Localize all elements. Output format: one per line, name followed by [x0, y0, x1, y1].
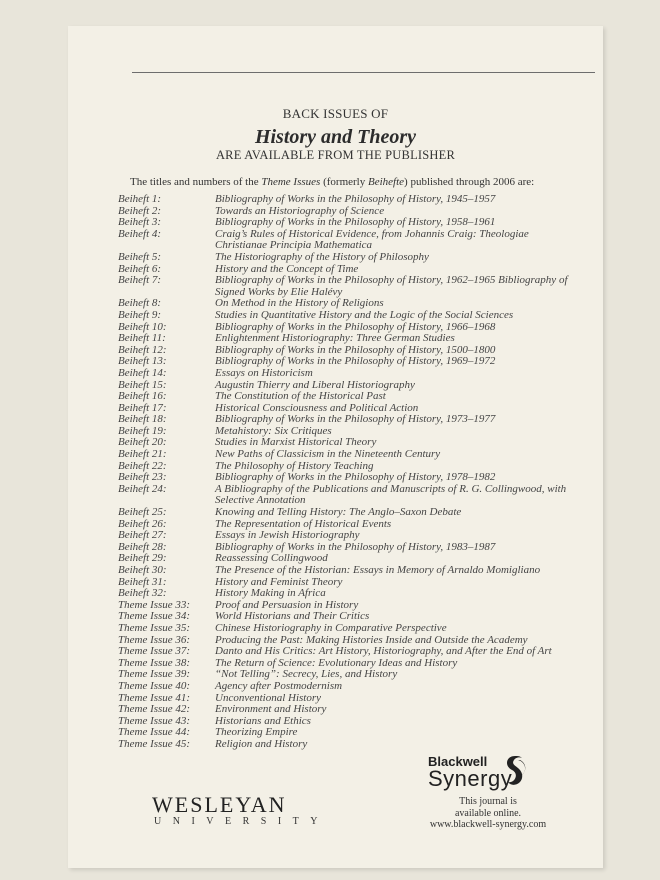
issue-title: Chinese Historiography in Comparative Perspective [215, 621, 447, 634]
issue-number: Beiheft 11: [118, 332, 166, 345]
note-line-2: available online. [454, 807, 522, 819]
issue-title: Danto and His Critics: Art History, Historiography, and After the End of Art [215, 645, 552, 658]
issue-title: The Representation of Historical Events [215, 517, 392, 530]
issue-title: Reassessing Collingwood [215, 552, 328, 565]
issue-number: Beiheft 31: [118, 575, 167, 588]
issue-row [118, 333, 578, 345]
issue-number: Beiheft 13: [118, 355, 167, 368]
back-issues-heading: BACK ISSUES OF [282, 106, 389, 121]
book-back-cover [68, 26, 603, 868]
issue-number: Beiheft 5: [118, 250, 162, 263]
issue-number: Beiheft 32: [118, 587, 167, 600]
issue-number: Beiheft 6: [118, 262, 162, 275]
online-note [408, 796, 568, 831]
intro-theme-issues: Theme Issues [261, 176, 321, 188]
blackwell-label: Blackwell [428, 754, 488, 769]
issue-number: Beiheft 22: [118, 459, 167, 472]
issue-row [118, 368, 578, 380]
issue-row [118, 565, 578, 577]
availability-subtitle: ARE AVAILABLE FROM THE PUBLISHER [215, 148, 456, 162]
blackwell-url: www.blackwell-synergy.com [429, 819, 547, 830]
issue-number: Beiheft 30: [118, 564, 167, 576]
issue-title: Religion and History [215, 737, 308, 750]
issue-title: New Paths of Classicism in the Nineteenth Century [215, 448, 441, 461]
issue-number: Beiheft 8: [118, 297, 162, 310]
issue-number: Beiheft 12: [118, 343, 167, 356]
intro-prefix: The titles and numbers of the [130, 176, 262, 188]
intro-suffix: ) published through 2006 are: [404, 176, 535, 188]
issue-number: Beiheft 3: [118, 216, 162, 229]
issue-number: Theme Issue 35: [118, 621, 191, 634]
issue-number: Beiheft 9: [118, 308, 162, 321]
issue-number: Beiheft 20: [118, 436, 167, 449]
top-rule [132, 72, 595, 73]
issue-number: Beiheft 25: [118, 506, 167, 519]
issue-title: Bibliography of Works in the Philosophy of History, 1978–1982 [215, 471, 496, 484]
issue-row [118, 449, 578, 461]
issue-row [118, 275, 578, 298]
issue-title: Agency after Postmodernism [215, 679, 343, 692]
issue-title: Environment and History [215, 703, 327, 716]
issue-number: Beiheft 2: [118, 204, 162, 217]
issue-row [118, 414, 578, 426]
issue-row [118, 310, 578, 322]
journal-title: History and Theory [254, 126, 417, 148]
issue-row [118, 623, 578, 635]
issue-row [118, 391, 578, 403]
issue-title: A Bibliography of the Publications and Manuscripts of R. G. Collingwood, with Selective Annotation [215, 482, 567, 507]
issue-title: History and the Concept of Time [215, 262, 359, 275]
issue-title: Historical Consciousness and Political Action [215, 401, 419, 414]
issue-number: Theme Issue 37: [118, 645, 191, 658]
issue-number: Beiheft 1: [118, 193, 162, 205]
synergy-swirl-icon [500, 754, 530, 790]
issue-number: Theme Issue 43: [118, 714, 191, 727]
issue-number: Beiheft 21: [118, 448, 167, 461]
wesleyan-logo: WESLEYAN [152, 792, 287, 817]
intro-text [130, 176, 600, 188]
issue-number: Beiheft 18: [118, 413, 167, 426]
issue-number: Beiheft 15: [118, 378, 167, 391]
issue-number: Beiheft 27: [118, 529, 167, 542]
issue-row [118, 507, 578, 519]
issue-number: Beiheft 16: [118, 390, 167, 403]
issue-number: Beiheft 24: [118, 482, 167, 495]
issue-title: The Constitution of the Historical Past [215, 390, 386, 403]
issue-title: Proof and Persuasion in History [215, 598, 359, 611]
issue-row [118, 681, 578, 693]
issue-list [118, 194, 578, 751]
issue-number: Theme Issue 44: [118, 726, 191, 739]
issue-row [118, 252, 578, 264]
issue-number: Beiheft 19: [118, 424, 167, 437]
issue-title: Enlightenment Historiography: Three German Studies [215, 332, 455, 345]
issue-number: Theme Issue 33: [118, 598, 191, 611]
issue-title: History and Feminist Theory [215, 575, 343, 588]
issue-title: Unconventional History [215, 691, 322, 704]
issue-title: History Making in Africa [215, 587, 326, 600]
issue-title: Historians and Ethics [215, 714, 311, 727]
issue-number: Theme Issue 41: [118, 691, 191, 704]
issue-number: Beiheft 26: [118, 517, 167, 530]
issue-title: Metahistory: Six Critiques [215, 424, 332, 437]
issue-row [118, 356, 578, 368]
issue-title: Bibliography of Works in the Philosophy of History, 1983–1987 [215, 540, 496, 553]
issue-row [118, 542, 578, 554]
issue-number: Beiheft 23: [118, 471, 167, 484]
issue-row [118, 739, 578, 751]
issue-number: Beiheft 7: [118, 274, 162, 287]
issue-title: Bibliography of Works in the Philosophy of History, 1958–1961 [215, 216, 496, 229]
issue-number: Beiheft 10: [118, 320, 167, 333]
issue-number: Beiheft 14: [118, 366, 167, 379]
issue-title: Essays in Jewish Historiography [215, 529, 360, 542]
issue-title: Theorizing Empire [215, 726, 298, 739]
issue-title: Bibliography of Works in the Philosophy of History, 1962–1965 Bibliography of Signed Works by Elie Halévy [215, 274, 568, 298]
issue-title: Bibliography of Works in the Philosophy of History, 1500–1800 [215, 343, 496, 356]
issue-title: World Historians and Their Critics [215, 610, 370, 623]
issue-title: Bibliography of Works in the Philosophy of History, 1966–1968 [215, 320, 496, 333]
university-wordmark: UNIVERSITY [154, 816, 329, 827]
issue-row [118, 229, 578, 252]
issue-number: Beiheft 28: [118, 540, 167, 553]
issue-number: Beiheft 29: [118, 552, 167, 565]
issue-number: Theme Issue 38: [118, 656, 191, 669]
issue-title: Essays on Historicism [215, 366, 313, 379]
issue-number: Beiheft 4: [118, 227, 162, 240]
issue-title: Craig’s Rules of Historical Evidence, from Johannis Craig: Theologiae Christianae Principia Mathematica [215, 227, 529, 252]
issue-title: Bibliography of Works in the Philosophy of History, 1945–1957 [215, 193, 496, 205]
issue-row [118, 484, 578, 507]
issue-number: Theme Issue 39: [118, 668, 191, 681]
issue-title: Knowing and Telling History: The Anglo–Saxon Debate [215, 506, 462, 519]
issue-row [118, 194, 578, 206]
issue-title: The Presence of the Historian: Essays in Memory of Arnaldo Momigliano [215, 564, 541, 576]
issue-title: Producing the Past: Making Histories Inside and Outside the Academy [215, 633, 528, 646]
issue-title: Studies in Marxist Historical Theory [215, 436, 377, 449]
issue-row [118, 646, 578, 658]
issue-title: The Philosophy of History Teaching [215, 459, 374, 472]
issue-title: Bibliography of Works in the Philosophy of History, 1973–1977 [215, 413, 496, 426]
issue-title: “Not Telling”: Secrecy, Lies, and History [215, 668, 398, 681]
issue-number: Theme Issue 40: [118, 679, 191, 692]
issue-title: The Historiography of the History of Philosophy [215, 250, 429, 263]
issue-title: Towards an Historiography of Science [215, 204, 385, 217]
issue-number: Theme Issue 36: [118, 633, 191, 646]
intro-middle: (formerly [320, 176, 368, 188]
issue-row [118, 577, 578, 589]
issue-number: Beiheft 17: [118, 401, 167, 414]
issue-title: Augustin Thierry and Liberal Historiography [215, 378, 415, 391]
issue-title: Studies in Quantitative History and the Logic of the Social Sciences [215, 308, 514, 321]
issue-number: Theme Issue 45: [118, 737, 191, 750]
issue-row [118, 704, 578, 716]
issue-number: Theme Issue 34: [118, 610, 191, 623]
issue-title: The Return of Science: Evolutionary Ideas and History [215, 656, 458, 669]
issue-title: On Method in the History of Religions [215, 297, 384, 310]
note-line-1: This journal is [459, 796, 517, 807]
intro-beihefte: Beihefte [367, 176, 405, 188]
issue-title: Bibliography of Works in the Philosophy of History, 1969–1972 [215, 355, 496, 368]
synergy-label: Synergy [428, 766, 513, 791]
issue-number: Theme Issue 42: [118, 703, 191, 716]
